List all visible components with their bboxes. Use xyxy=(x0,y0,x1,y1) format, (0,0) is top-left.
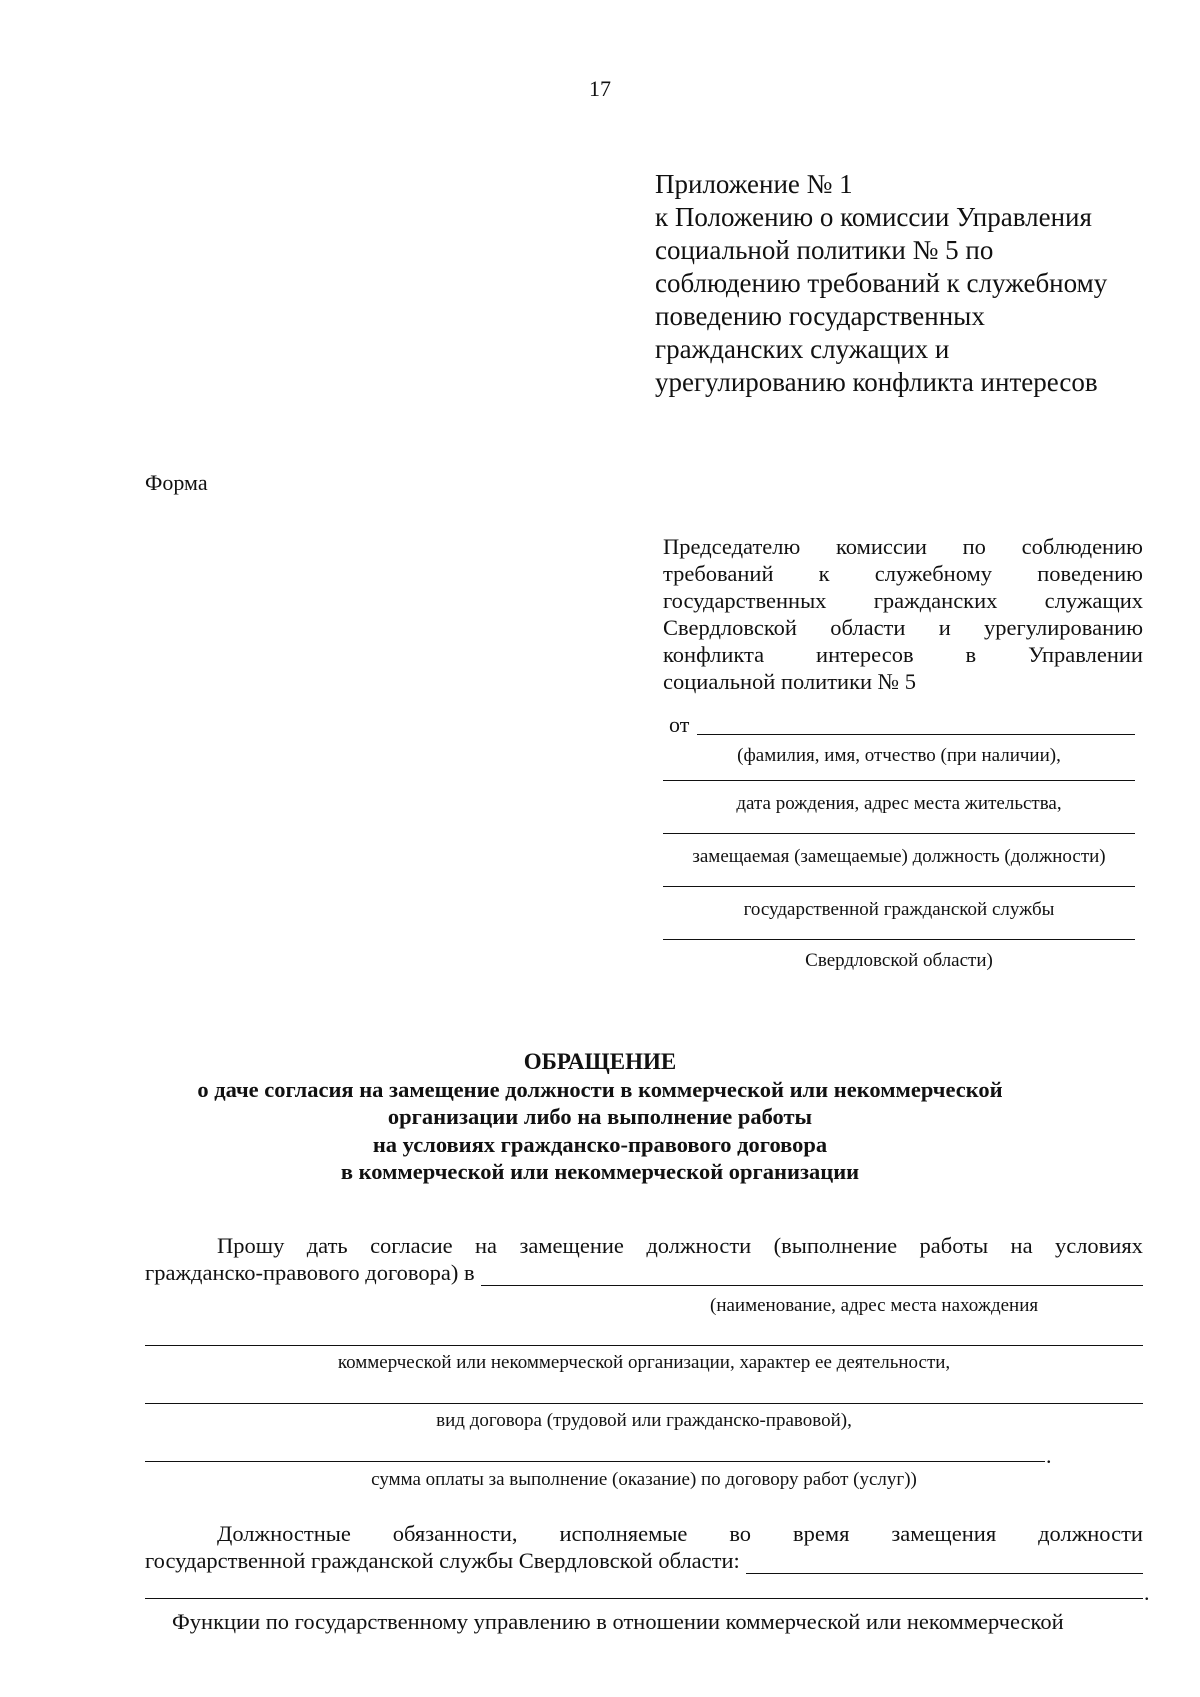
addressee-word: гражданских xyxy=(873,588,998,613)
addressee-word: комиссии xyxy=(835,534,927,559)
title-line: на условиях гражданско-правового договора xyxy=(372,1131,828,1157)
request-line-2 xyxy=(145,1259,1143,1286)
paragraph-word: Должностные xyxy=(217,1521,351,1546)
duties-line-2-text: государственной гражданской службы Свердловской области: xyxy=(145,1548,740,1573)
sender-block xyxy=(663,712,1135,972)
duties-line-2 xyxy=(145,1547,1143,1574)
paragraph-word: должности xyxy=(646,1233,752,1258)
hint-org-address: (наименование, адрес места нахождения xyxy=(710,1295,1039,1316)
appendix-header xyxy=(655,168,1175,399)
hint-civil-service: государственной гражданской службы xyxy=(743,899,1055,920)
title-line: в коммерческой или некоммерческой организации xyxy=(340,1159,860,1184)
addressee-word: области xyxy=(830,615,906,640)
paragraph-word: время xyxy=(792,1521,850,1546)
paragraph-word: должности xyxy=(1038,1521,1143,1546)
appendix-line: Приложение № 1 xyxy=(655,169,853,199)
addressee-word: и xyxy=(938,615,951,640)
appendix-line: урегулированию конфликта интересов xyxy=(655,367,1098,397)
addressee-word: конфликта xyxy=(663,642,765,667)
paragraph-word: замещение xyxy=(519,1233,624,1258)
appendix-line: социальной политики № 5 по xyxy=(655,235,994,265)
addressee-word: по xyxy=(962,534,986,559)
addressee-word: к xyxy=(818,561,830,586)
paragraph-word: Прошу xyxy=(217,1233,285,1258)
payment-amount-field[interactable] xyxy=(145,1461,1045,1462)
paragraph-word: (выполнение xyxy=(773,1233,898,1258)
organization-name-field[interactable] xyxy=(481,1265,1143,1286)
addressee-word: в xyxy=(965,642,977,667)
paragraph-word: во xyxy=(729,1521,752,1546)
duties-end-dot: . xyxy=(1144,1580,1150,1605)
hint-org-activity: коммерческой или некоммерческой организации, характер ее деятельности, xyxy=(337,1352,951,1373)
duties-field[interactable] xyxy=(746,1553,1143,1574)
contract-type-field[interactable] xyxy=(145,1403,1143,1404)
paragraph-word: работы xyxy=(919,1233,989,1258)
paragraph-word: обязанности, xyxy=(392,1521,518,1546)
addressee-line: социальной политики № 5 xyxy=(663,669,917,694)
addressee-word: поведению xyxy=(1037,561,1143,586)
addressee-line xyxy=(663,641,1143,668)
functions-line: Функции по государственному управлению в отношении коммерческой или некоммерческой xyxy=(172,1609,1064,1634)
request-line-2-text: гражданско-правового договора) в xyxy=(145,1260,475,1285)
addressee-word: требований xyxy=(663,561,774,586)
paragraph-word: согласие xyxy=(370,1233,453,1258)
addressee-word: государственных xyxy=(663,588,827,613)
addressee-line xyxy=(663,614,1143,641)
title-line: организации либо на выполнение работы xyxy=(387,1104,813,1129)
hint-position: замещаемая (замещаемые) должность (должности) xyxy=(692,846,1106,867)
document-title xyxy=(0,1048,1200,1186)
appendix-line: соблюдению требований к служебному xyxy=(655,268,1108,298)
paragraph-word: условиях xyxy=(1054,1233,1143,1258)
page-number: 17 xyxy=(589,76,611,101)
sender-service-field[interactable] xyxy=(663,886,1135,887)
title-line: о даче согласия на замещение должности в коммерческой или некоммерческой xyxy=(197,1076,1003,1102)
addressee-word: служебному xyxy=(874,561,992,586)
sender-birth-field[interactable] xyxy=(663,780,1135,781)
hint-fio: (фамилия, имя, отчество (при наличии), xyxy=(737,745,1061,766)
from-label: от xyxy=(669,712,690,737)
sender-region-field[interactable] xyxy=(663,939,1135,940)
hint-region: Свердловской области) xyxy=(805,950,993,971)
sender-name-field[interactable] xyxy=(697,734,1135,735)
addressee-line xyxy=(663,560,1143,587)
request-paragraph xyxy=(145,1232,1143,1286)
paragraph-word: исполняемые xyxy=(559,1521,688,1546)
addressee-block xyxy=(663,533,1143,695)
hint-birth-address: дата рождения, адрес места жительства, xyxy=(736,793,1062,814)
paragraph-word: дать xyxy=(306,1233,348,1258)
addressee-line xyxy=(663,533,1143,560)
duties-paragraph xyxy=(145,1520,1143,1574)
hint-contract-type: вид договора (трудовой или гражданско-правовой), xyxy=(436,1410,852,1431)
end-dot: . xyxy=(1046,1443,1052,1468)
duties-line-1 xyxy=(145,1520,1143,1547)
duties-continuation-field[interactable] xyxy=(145,1598,1143,1599)
addressee-word: интересов xyxy=(816,642,914,667)
paragraph-word: на xyxy=(1010,1233,1033,1258)
sender-position-field[interactable] xyxy=(663,833,1135,834)
addressee-word: Управлении xyxy=(1028,642,1143,667)
addressee-word: Свердловской xyxy=(663,615,797,640)
request-line-1 xyxy=(145,1232,1143,1259)
addressee-word: служащих xyxy=(1044,588,1143,613)
title-main: ОБРАЩЕНИЕ xyxy=(523,1049,677,1074)
form-label: Форма xyxy=(145,470,208,495)
addressee-word: соблюдению xyxy=(1021,534,1143,559)
paragraph-word: замещения xyxy=(891,1521,997,1546)
addressee-word: Председателю xyxy=(663,534,801,559)
addressee-word: урегулированию xyxy=(984,615,1143,640)
sender-name-line xyxy=(663,712,1135,738)
paragraph-word: на xyxy=(475,1233,498,1258)
addressee-line xyxy=(663,587,1143,614)
appendix-line: гражданских служащих и xyxy=(655,334,950,364)
organization-details-field[interactable] xyxy=(145,1345,1143,1346)
appendix-line: к Положению о комиссии Управления xyxy=(655,202,1092,232)
appendix-line: поведению государственных xyxy=(655,301,985,331)
hint-payment: сумма оплаты за выполнение (оказание) по договору работ (услуг)) xyxy=(371,1469,917,1490)
